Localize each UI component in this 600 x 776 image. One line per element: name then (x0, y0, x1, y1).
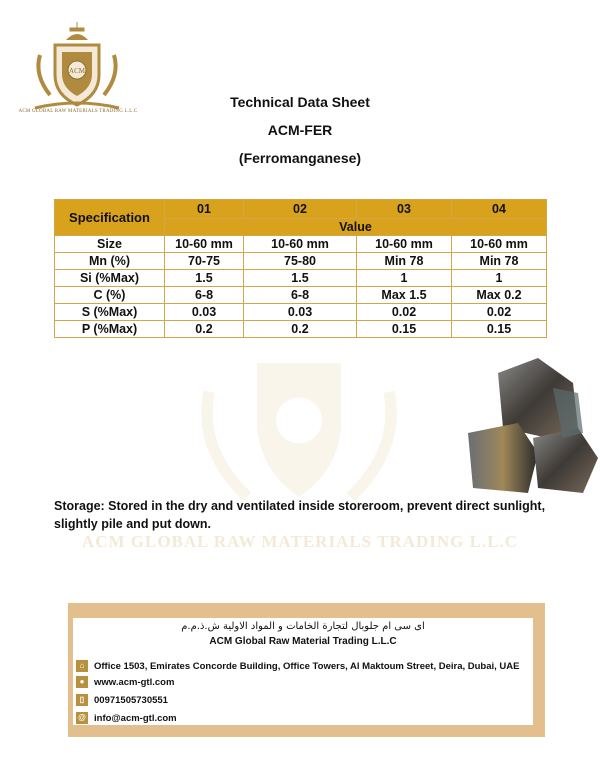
value-cell: 0.03 (165, 304, 244, 321)
table-row (55, 270, 547, 287)
footer-contact-box (68, 603, 545, 737)
value-cell: Min 78 (357, 253, 452, 270)
table-row (55, 304, 547, 321)
row-label: C (%) (55, 287, 165, 304)
table-row (55, 321, 547, 338)
storage-note: Storage: Stored in the dry and ventilated inside storeroom, prevent direct sunlight, slightly pile and put down. (54, 499, 546, 531)
value-cell: 0.2 (165, 321, 244, 338)
company-name-arabic: اى سى ام جلوبال لتجارة الخامات و المواد الاولية ش.ذ.م.م (181, 621, 425, 632)
home-icon: ⌂ (76, 660, 88, 672)
ferromanganese-photo (458, 343, 600, 507)
value-cell: 1 (452, 270, 547, 287)
row-label: Size (55, 236, 165, 253)
value-cell: 70-75 (165, 253, 244, 270)
value-cell: Min 78 (452, 253, 547, 270)
phone-number: 00971505730551 (94, 694, 168, 706)
grade-header: 04 (452, 200, 547, 219)
table-row (55, 287, 547, 304)
website-link[interactable]: www.acm-gtl.com (94, 676, 175, 688)
row-label: Mn (%) (55, 253, 165, 270)
row-label: P (%Max) (55, 321, 165, 338)
value-cell: 1 (357, 270, 452, 287)
email-icon: @ (76, 712, 88, 724)
table-header-row (55, 200, 547, 219)
value-cell: 0.2 (244, 321, 357, 338)
value-cell: 1.5 (244, 270, 357, 287)
email-link[interactable]: info@acm-gtl.com (94, 712, 177, 724)
logo-monogram: ACM (69, 67, 85, 75)
document-title: Technical Data Sheet (230, 94, 370, 110)
value-cell: 75-80 (244, 253, 357, 270)
value-cell: 0.02 (452, 304, 547, 321)
phone-icon: ▯ (76, 694, 88, 706)
logo-company-name: ACM GLOBAL RAW MATERIALS TRADING L.L.C (18, 109, 138, 114)
grade-header: 02 (244, 200, 357, 219)
value-cell: 10-60 mm (452, 236, 547, 253)
company-name: ACM Global Raw Material Trading L.L.C (209, 636, 397, 647)
product-code: ACM-FER (267, 122, 333, 138)
grade-header: 03 (357, 200, 452, 219)
table-row (55, 253, 547, 270)
value-cell: Max 0.2 (452, 287, 547, 304)
table-row (55, 236, 547, 253)
value-cell: 0.15 (452, 321, 547, 338)
value-cell: 6-8 (244, 287, 357, 304)
value-cell: 0.02 (357, 304, 452, 321)
value-cell: Max 1.5 (357, 287, 452, 304)
value-cell: 0.03 (244, 304, 357, 321)
spec-table (54, 199, 547, 338)
value-cell: 10-60 mm (165, 236, 244, 253)
value-cell: 10-60 mm (244, 236, 357, 253)
value-cell: 6-8 (165, 287, 244, 304)
value-cell: 10-60 mm (357, 236, 452, 253)
spec-header: Specification (55, 200, 165, 236)
globe-icon: ● (76, 676, 88, 688)
row-label: S (%Max) (55, 304, 165, 321)
address: Office 1503, Emirates Concorde Building, Office Towers, Al Maktoum Street, Deira, Dubai, UAE (94, 660, 520, 672)
row-label: Si (%Max) (55, 270, 165, 287)
value-header: Value (165, 219, 547, 236)
watermark-text: ACM GLOBAL RAW MATERIALS TRADING L.L.C (81, 532, 519, 551)
product-name: (Ferromanganese) (238, 150, 362, 166)
value-cell: 1.5 (165, 270, 244, 287)
grade-header: 01 (165, 200, 244, 219)
value-cell: 0.15 (357, 321, 452, 338)
